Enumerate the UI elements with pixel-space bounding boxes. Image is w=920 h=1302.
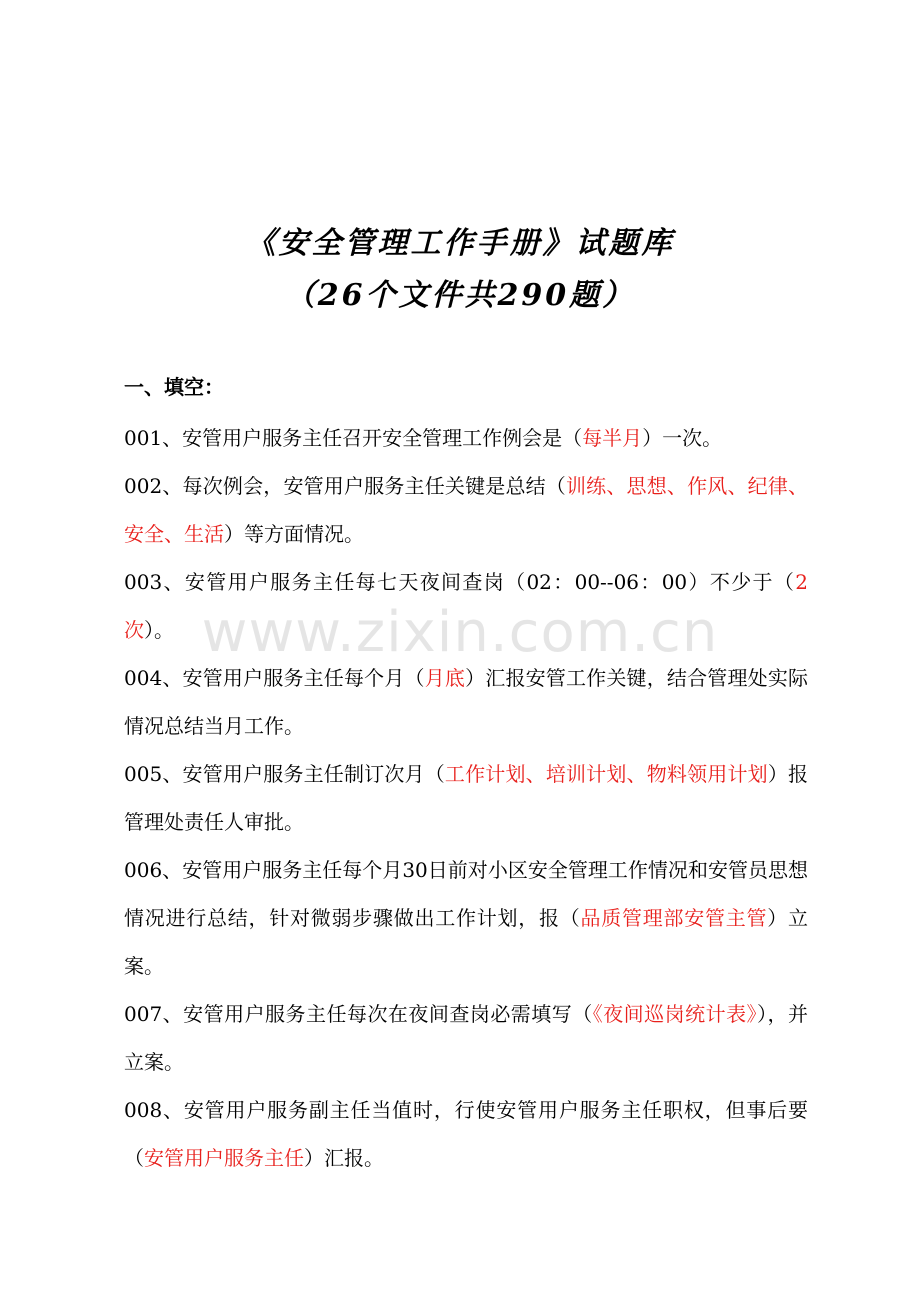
watermark: www.zixin.com.cn (201, 600, 719, 665)
answer-text: 月底 (424, 666, 466, 690)
question-item (124, 654, 808, 750)
question-text: 002、每次例会，安管用户服务主任关键是总结（ (124, 474, 566, 498)
answer-text: 品质管理部安管主管 (580, 906, 768, 930)
question-text: 001、安管用户服务主任召开安全管理工作例会是（ (124, 426, 583, 450)
document-title: 《安全管理工作手册》试题库 (245, 226, 675, 261)
question-item (124, 750, 808, 846)
answer-text: 安管用户服务主任 (144, 1146, 304, 1170)
answer-text: 《夜间巡岗统计表》 (592, 1002, 758, 1026)
question-text: ）等方面情况。 (224, 522, 364, 546)
question-text: 008、安管用户服务副主任当值时，行使安管用户服务主任职权，但事后要（ (124, 1098, 808, 1170)
question-item (124, 558, 808, 654)
question-item (124, 414, 808, 462)
question-list (124, 414, 808, 1182)
question-text: ）立案。 (124, 906, 808, 978)
question-item (124, 1086, 808, 1182)
question-text: ），并立案。 (124, 1002, 808, 1074)
question-text: 007、安管用户服务主任每次在夜间查岗必需填写（ (124, 1002, 593, 1026)
question-text: ）汇报安管工作关键，结合管理处实际情况总结当月工作。 (124, 666, 808, 738)
answer-text: 每半月 (582, 426, 643, 450)
answer-text: 训练、思想、作风、纪律、安全、生活 (124, 474, 808, 546)
section-heading: 一、填空： (124, 375, 224, 399)
title-block (0, 218, 920, 322)
question-item (124, 462, 808, 558)
question-text: ）报管理处责任人审批。 (124, 762, 808, 834)
question-text: ）汇报。 (304, 1146, 384, 1170)
question-item (124, 846, 808, 990)
question-text: ）一次。 (642, 426, 723, 450)
question-text: 005、安管用户服务主任制订次月（ (124, 762, 445, 786)
question-item (124, 990, 808, 1086)
question-text: 003、安管用户服务主任每七天夜间查岗（02：00--06：00）不少于（ (124, 570, 796, 594)
answer-text: 2次 (124, 570, 808, 642)
answer-text: 工作计划、培训计划、物料领用计划 (444, 762, 768, 786)
document-subtitle: （26个文件共290题） (284, 278, 636, 313)
question-text: ）。 (144, 618, 174, 642)
question-text: 004、安管用户服务主任每个月（ (124, 666, 425, 690)
question-text: 006、安管用户服务主任每个月30日前对小区安全管理工作情况和安管员思想情况进行总结，针对微弱步骤做出工作计划，报（ (124, 858, 808, 930)
